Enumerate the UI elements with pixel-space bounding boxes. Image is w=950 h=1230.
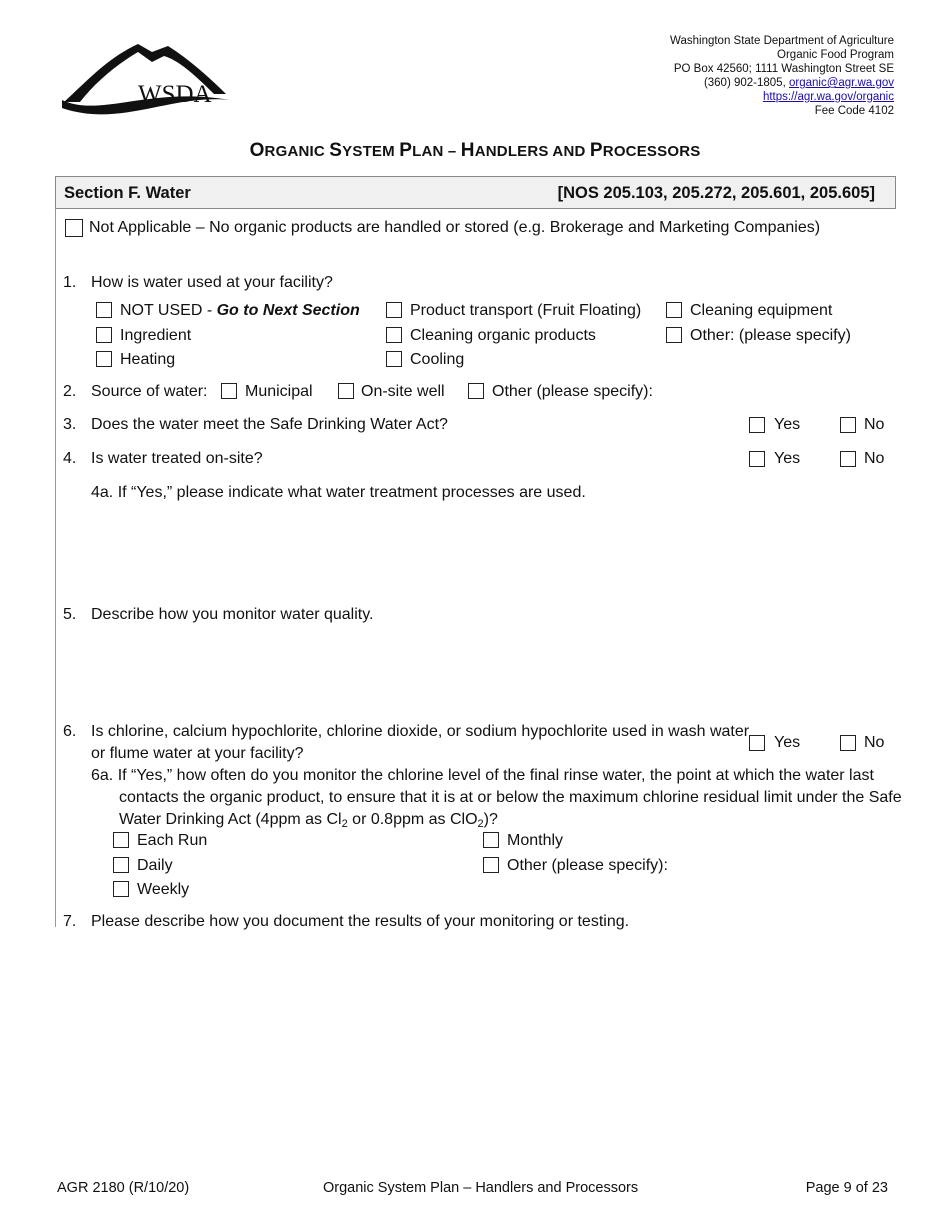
question-6-text-line1: Is chlorine, calcium hypochlorite, chlorine dioxide, or sodium hypochlorite used in wash water xyxy=(91,723,750,740)
q6-no-checkbox[interactable] xyxy=(840,735,856,751)
use-other-checkbox[interactable] xyxy=(666,327,682,343)
agency-name: Washington State Department of Agriculture xyxy=(670,35,894,47)
not-used-label: NOT USED - Go to Next Section xyxy=(120,302,360,319)
q6-yes-label: Yes xyxy=(774,734,801,751)
cleaning-organic-products-label: Cleaning organic products xyxy=(410,327,596,344)
section-left-border xyxy=(55,209,56,927)
question-4-number: 4. xyxy=(63,450,77,467)
q6-yes-checkbox[interactable] xyxy=(749,735,765,751)
q4-no-checkbox[interactable] xyxy=(840,451,856,467)
onsite-well-label: On-site well xyxy=(361,383,445,400)
document-title: ORGANIC SYSTEM PLAN – HANDLERS AND PROCESSORS xyxy=(249,140,701,161)
ingredient-label: Ingredient xyxy=(120,327,192,344)
product-transport-label: Product transport (Fruit Floating) xyxy=(410,302,642,319)
section-references: [NOS 205.103, 205.272, 205.601, 205.605] xyxy=(557,184,875,202)
municipal-checkbox[interactable] xyxy=(221,383,237,399)
weekly-label: Weekly xyxy=(137,881,190,898)
q4-no-label: No xyxy=(864,450,885,467)
daily-checkbox[interactable] xyxy=(113,857,129,873)
q3-yes-checkbox[interactable] xyxy=(749,417,765,433)
each-run-label: Each Run xyxy=(137,832,208,849)
cooling-checkbox[interactable] xyxy=(386,351,402,367)
question-6a-line2: contacts the organic product, to ensure that it is at or below the maximum chlorine residual limit under the Safe xyxy=(119,789,902,806)
q4-yes-checkbox[interactable] xyxy=(749,451,765,467)
section-label: Section F. Water xyxy=(64,184,191,202)
question-6a-line1: 6a. If “Yes,” how often do you monitor the chlorine level of the final rinse water, the point at which the water last xyxy=(91,767,874,784)
daily-label: Daily xyxy=(137,857,173,874)
question-7-text: Please describe how you document the results of your monitoring or testing. xyxy=(91,913,630,930)
ingredient-checkbox[interactable] xyxy=(96,327,112,343)
q4-yes-label: Yes xyxy=(774,450,801,467)
monthly-checkbox[interactable] xyxy=(483,832,499,848)
weekly-checkbox[interactable] xyxy=(113,881,129,897)
question-6-text-line2: or flume water at your facility? xyxy=(91,745,304,762)
footer-form-number: AGR 2180 (R/10/20) xyxy=(57,1180,190,1196)
question-3-number: 3. xyxy=(63,416,77,433)
source-other-label: Other (please specify): xyxy=(492,383,653,400)
onsite-well-checkbox[interactable] xyxy=(338,383,354,399)
question-2-text: Source of water: xyxy=(91,383,208,400)
question-7-number: 7. xyxy=(63,913,77,930)
email-link[interactable]: organic@agr.wa.gov xyxy=(788,77,894,89)
agency-address-block xyxy=(670,34,894,118)
q3-yes-label: Yes xyxy=(774,416,801,433)
heating-checkbox[interactable] xyxy=(96,351,112,367)
question-6-number: 6. xyxy=(63,723,77,740)
question-5-number: 5. xyxy=(63,606,77,623)
fee-code: Fee Code 4102 xyxy=(814,105,894,117)
wsda-logo xyxy=(60,38,232,116)
question-3-text: Does the water meet the Safe Drinking Water Act? xyxy=(91,416,448,433)
product-transport-checkbox[interactable] xyxy=(386,302,402,318)
not-used-checkbox[interactable] xyxy=(96,302,112,318)
question-4a-text: 4a. If “Yes,” please indicate what water treatment processes are used. xyxy=(91,484,586,501)
question-1-number: 1. xyxy=(63,274,77,291)
source-other-checkbox[interactable] xyxy=(468,383,484,399)
question-1-text: How is water used at your facility? xyxy=(91,274,333,291)
phone-number: (360) 902-1805, xyxy=(703,77,789,89)
frequency-other-label: Other (please specify): xyxy=(507,857,668,874)
cleaning-equipment-label: Cleaning equipment xyxy=(690,302,833,319)
question-6a-line3: Water Drinking Act (4ppm as $Cl_2$ or 0.8ppm as ClO$_2$)? xyxy=(119,811,498,830)
question-4-text: Is water treated on-site? xyxy=(91,450,263,467)
not-applicable-checkbox[interactable] xyxy=(65,219,83,237)
q6-no-label: No xyxy=(864,734,885,751)
q3-no-checkbox[interactable] xyxy=(840,417,856,433)
footer-title: Organic System Plan – Handlers and Processors xyxy=(323,1180,639,1196)
frequency-other-checkbox[interactable] xyxy=(483,857,499,873)
each-run-checkbox[interactable] xyxy=(113,832,129,848)
footer-page-number: Page 9 of 23 xyxy=(805,1180,888,1196)
cleaning-equipment-checkbox[interactable] xyxy=(666,302,682,318)
monthly-label: Monthly xyxy=(507,832,564,849)
question-5-text: Describe how you monitor water quality. xyxy=(91,606,374,623)
cooling-label: Cooling xyxy=(410,351,465,368)
logo-text: WSDA xyxy=(138,81,212,108)
question-2-number: 2. xyxy=(63,383,77,400)
not-applicable-label: Not Applicable – No organic products are handled or stored (e.g. Brokerage and Marketing Companies) xyxy=(89,219,821,236)
heating-label: Heating xyxy=(120,351,176,368)
municipal-label: Municipal xyxy=(245,383,313,400)
program-name: Organic Food Program xyxy=(777,49,894,61)
use-other-label: Other: (please specify) xyxy=(690,327,851,344)
website-link[interactable]: https://agr.wa.gov/organic xyxy=(762,91,894,103)
cleaning-organic-products-checkbox[interactable] xyxy=(386,327,402,343)
section-header xyxy=(55,176,896,209)
q3-no-label: No xyxy=(864,416,885,433)
postal-address: PO Box 42560; 1111 Washington Street SE xyxy=(673,63,894,75)
